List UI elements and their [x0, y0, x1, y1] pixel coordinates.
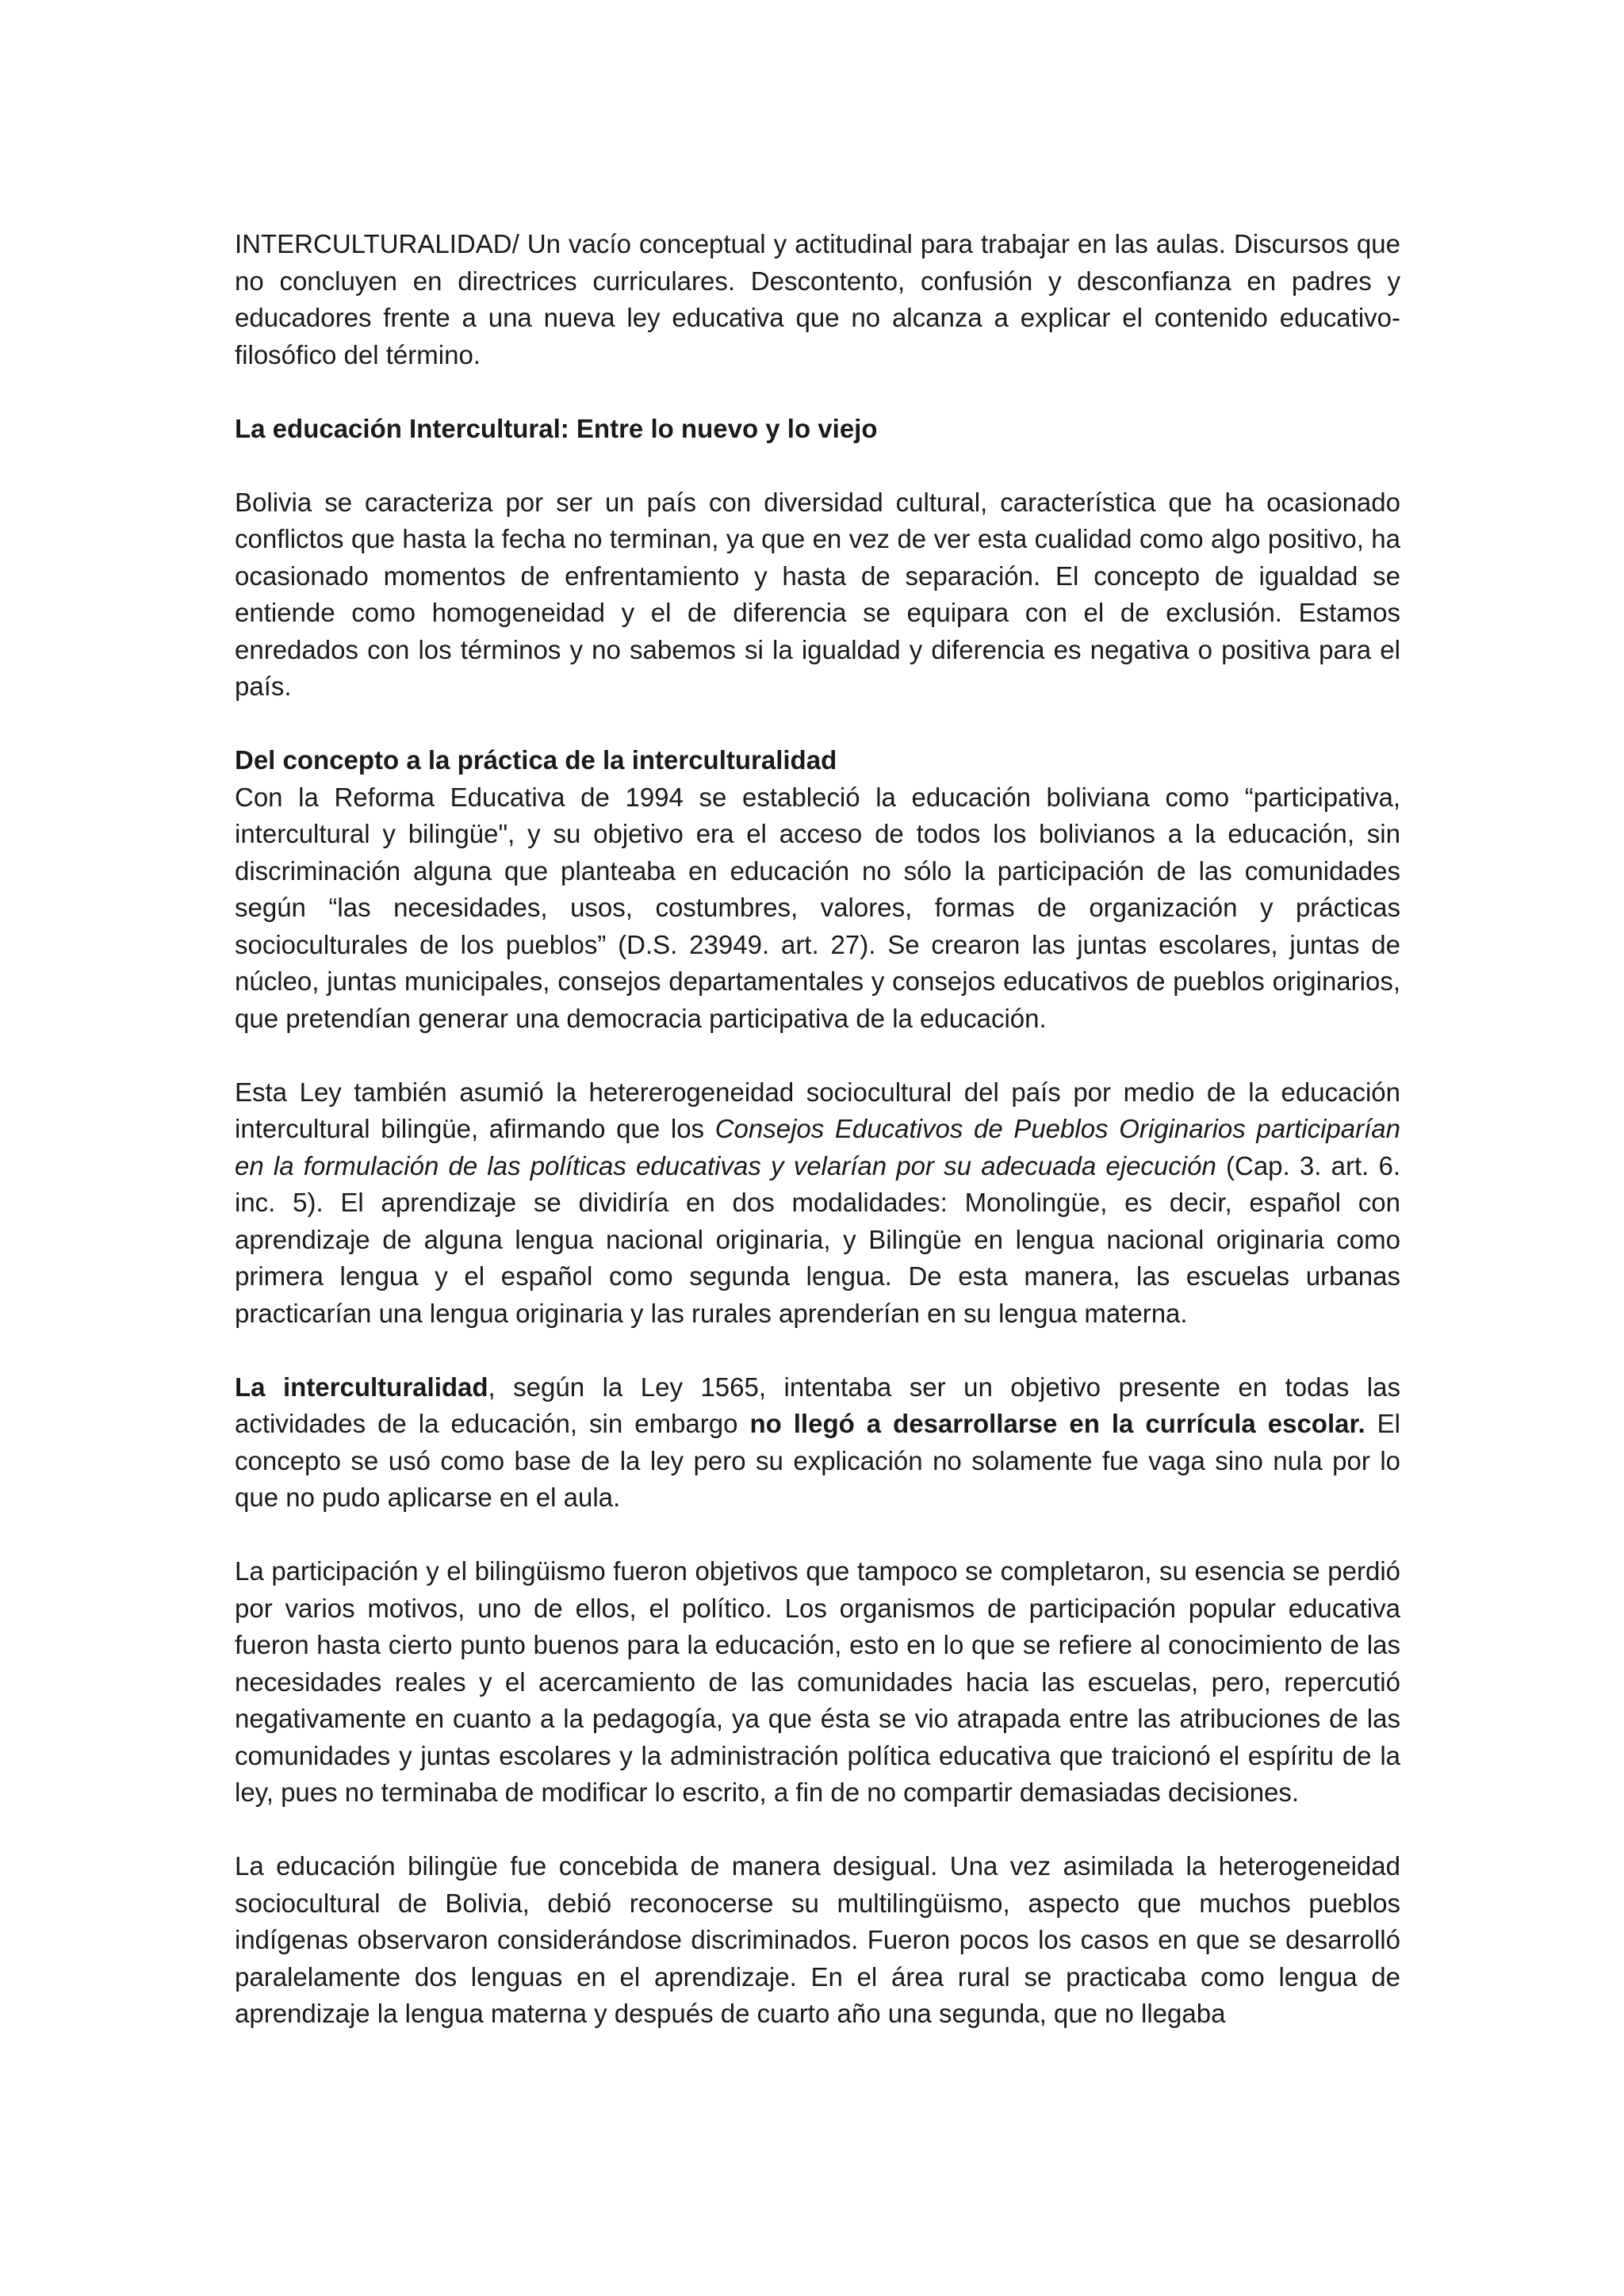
- paragraph-3-text-a: Esta Ley también asumió la hetererogeneidad sociocultural del país por medio de la educación intercultural bilingüe, afirmando que los: [235, 1077, 1400, 1143]
- paragraph-diversity: Bolivia se caracteriza por ser un país con diversidad cultural, característica que ha ocasionado conflictos que hasta la fecha no terminan, ya que en vez de ver esta cualidad como algo positivo, ha ocasionado momentos de enfrentamiento y hasta de separación. El concepto de igualdad se entiende como homogeneidad y el de diferencia se equipara con el de exclusión. Estamos enredados con los términos y no sabemos si la igualdad y diferencia es negativa o positiva para el país.: [235, 487, 1400, 701]
- section-heading-concept-to-practice: Del concepto a la práctica de la interculturalidad: [235, 745, 837, 775]
- paragraph-4-bold-statement: no llegó a desarrollarse en la currícula escolar.: [749, 1409, 1365, 1438]
- paragraph-4-bold-term: La interculturalidad: [235, 1372, 488, 1402]
- paragraph-4-text-a: , según la Ley 1565, intentaba ser un objetivo presente en todas las actividades de la educación, sin embargo: [235, 1372, 1400, 1438]
- paragraph-4-text-b: El concepto se usó como base de la ley pero su explicación no solamente fue vaga sino nula por lo que no pudo aplicarse en el aula.: [235, 1409, 1400, 1512]
- paragraph-ley-heterogeneidad: [235, 1074, 1400, 1333]
- paragraph-participation-bilingualism: La participación y el bilingüismo fueron objetivos que tampoco se completaron, su esencia se perdió por varios motivos, uno de ellos, el político. Los organismos de participación popular educativa fueron hasta cierto punto buenos para la educación, esto en lo que se refiere al conocimiento de las necesidades reales y el acercamiento de las comunidades hacia las escuelas, pero, repercutió negativamente en cuanto a la pedagogía, ya que ésta se vio atrapada entre las atribuciones de las comunidades y juntas escolares y la administración política educativa que traicionó el espíritu de la ley, pues no terminaba de modificar lo escrito, a fin de no compartir demasiadas decisiones.: [235, 1556, 1400, 1807]
- paragraph-3-italic-quote: Consejos Educativos de Pueblos Originarios participarían en la formulación de las políticas educativas y velarían por su adecuada ejecución: [235, 1114, 1400, 1181]
- paragraph-3-text-b: (Cap. 3. art. 6. inc. 5). El aprendizaje se dividiría en dos modalidades: Monolingüe, es decir, español con aprendizaje de alguna lengua nacional originaria, y Bilingüe en lengua nacional originaria como primera lengua y el español como segunda lengua. De esta manera, las escuelas urbanas practicarían una lengua originaria y las rurales aprenderían en su lengua materna.: [235, 1150, 1400, 1328]
- paragraph-bilingual-education: La educación bilingüe fue concebida de manera desigual. Una vez asimilada la heterogeneidad sociocultural de Bolivia, debió reconocerse su multilingüismo, aspecto que muchos pueblos indígenas observaron considerándose discriminados. Fueron pocos los casos en que se desarrolló paralelamente dos lenguas en el aprendizaje. En el área rural se practicaba como lengua de aprendizaje la lengua materna y después de cuarto año una segunda, que no llegaba: [235, 1851, 1400, 2028]
- document-page: [235, 226, 1400, 2033]
- section-heading-intercultural-education: La educación Intercultural: Entre lo nuevo y lo viejo: [235, 413, 878, 443]
- intro-paragraph: INTERCULTURALIDAD/ Un vacío conceptual y actitudinal para trabajar en las aulas. Discursos que no concluyen en directrices curriculares. Descontento, confusión y desconfianza en padres y educadores frente a una nueva ley educativa que no alcanza a explicar el contenido educativo-filosófico del término.: [235, 229, 1400, 369]
- paragraph-interculturalidad-ley-1565: [235, 1369, 1400, 1517]
- paragraph-reforma-1994: Con la Reforma Educativa de 1994 se estableció la educación boliviana como “participativa, intercultural y bilingüe", y su objetivo era el acceso de todos los bolivianos a la educación, sin discriminación alguna que planteaba en educación no sólo la participación de las comunidades según “las necesidades, usos, costumbres, valores, formas de organización y prácticas socioculturales de los pueblos” (D.S. 23949. art. 27). Se crearon las juntas escolares, juntas de núcleo, juntas municipales, consejos departamentales y consejos educativos de pueblos originarios, que pretendían generar una democracia participativa de la educación.: [235, 782, 1400, 1033]
